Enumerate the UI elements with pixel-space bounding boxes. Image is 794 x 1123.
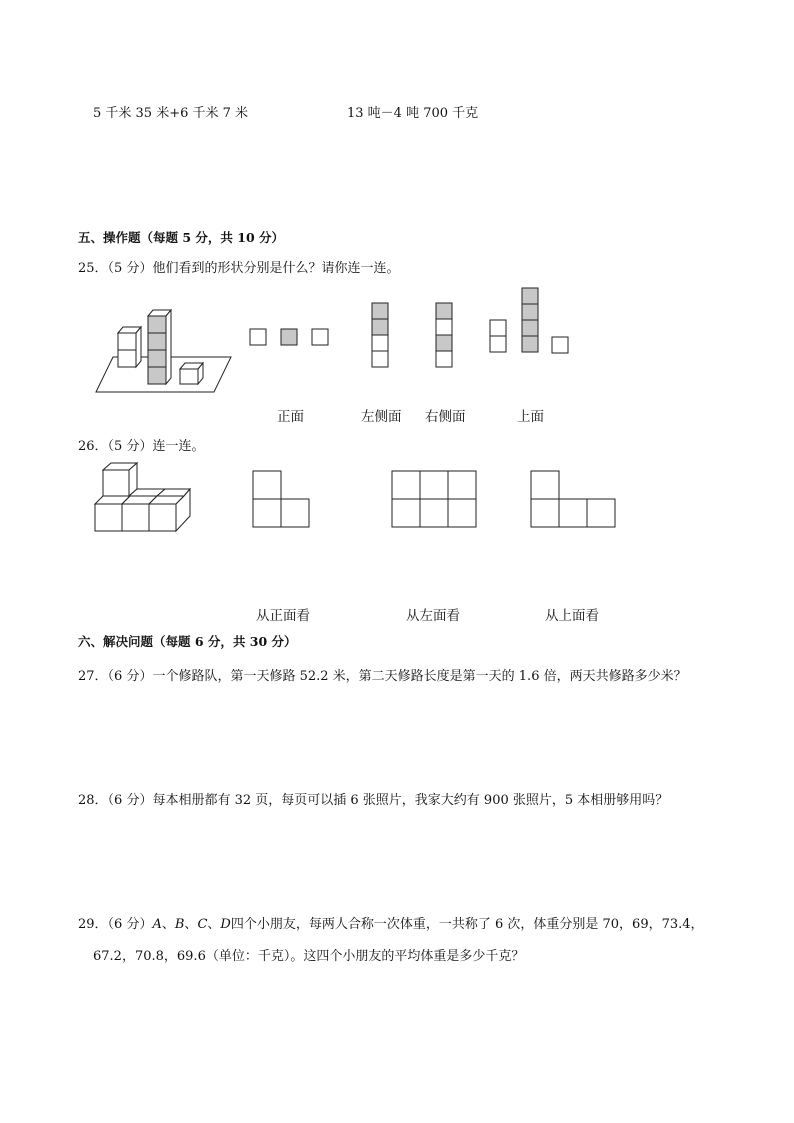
q25-label-top: 上面 xyxy=(517,409,544,425)
q29-sep: 、 xyxy=(207,917,221,932)
q29-name-a: A xyxy=(152,917,162,932)
q25-view-option-3 xyxy=(436,303,452,367)
q26-label-top-view: 从上面看 xyxy=(545,608,599,624)
question-28-text: 28．（6 分）每本相册都有 32 页，每页可以插 6 张照片，我家大约有 900 张照片，5 本相册够用吗？ xyxy=(78,793,669,808)
q29-sep: 、 xyxy=(161,917,175,932)
q25-label-left-side: 左侧面 xyxy=(361,409,402,425)
q29-line1-rest: 四个小朋友，每两人合称一次体重，一共称了 6 次，体重分别是 70，69，73.4， xyxy=(230,917,704,932)
q25-view-option-1 xyxy=(250,329,328,345)
q29-prefix: 29．（6 分） xyxy=(78,917,153,932)
q26-label-front-view: 从正面看 xyxy=(256,608,310,624)
question-29-line-2: 67.2，70.8，69.6（单位：千克）。这四个小朋友的平均体重是多少千克？ xyxy=(93,949,525,964)
q25-view-option-4 xyxy=(490,288,568,353)
q25-cube-stack-left xyxy=(118,327,141,367)
q26-label-left-view: 从左面看 xyxy=(406,608,460,624)
q25-label-front: 正面 xyxy=(277,409,304,425)
q25-cube-single xyxy=(180,363,203,384)
section-heading-problem-solving: 六、解决问题（每题 6 分，共 30 分） xyxy=(78,634,297,649)
question-25-text: 25．（5 分）他们看到的形状分别是什么？请你连一连。 xyxy=(78,261,400,276)
section-heading-operations: 五、操作题（每题 5 分，共 10 分） xyxy=(78,230,285,245)
q29-name-d: D xyxy=(220,917,231,932)
q25-label-right-side: 右侧面 xyxy=(425,409,466,425)
expression-weight: 13 吨－4 吨 700 千克 xyxy=(347,106,479,121)
q26-block-figure xyxy=(95,463,190,531)
question-29-line-1 xyxy=(78,913,704,932)
q29-name-c: C xyxy=(197,917,208,932)
q25-view-option-2 xyxy=(372,303,388,367)
question-27-text: 27．（6 分）一个修路队，第一天修路 52.2 米，第二天修路长度是第一天的 1.6 倍，两天共修路多少米？ xyxy=(78,669,687,684)
q29-sep: 、 xyxy=(184,917,198,932)
question-26-text: 26．（5 分）连一连。 xyxy=(78,439,205,454)
q25-cube-stack-middle xyxy=(148,310,171,384)
expression-length: 5 千米 35 米+6 千米 7 米 xyxy=(93,106,249,121)
q26-view-option-1 xyxy=(253,471,309,527)
q29-name-b: B xyxy=(174,917,185,932)
q26-view-option-2 xyxy=(392,471,476,527)
q26-view-option-3 xyxy=(531,471,615,527)
